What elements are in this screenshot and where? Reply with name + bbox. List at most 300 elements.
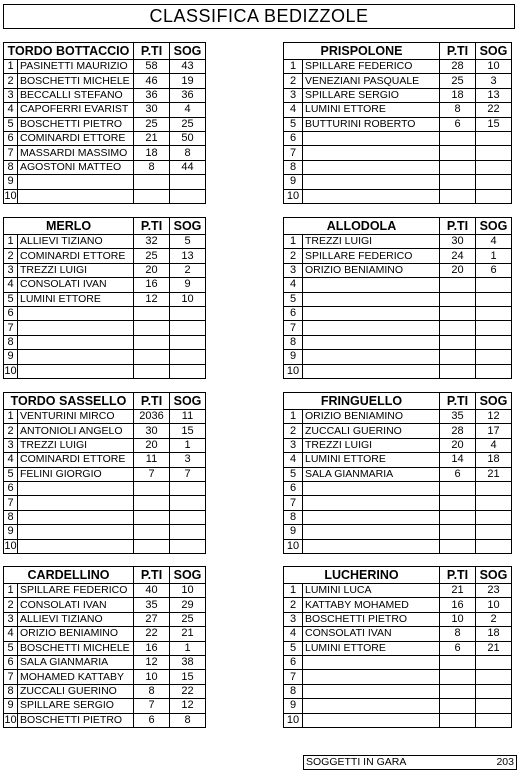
table-row: [284, 713, 512, 727]
points-value: 25: [440, 74, 476, 88]
rank-number: 4: [4, 103, 18, 117]
points-value: 18: [134, 146, 170, 160]
subjects-value: [476, 684, 512, 698]
points-value: 10: [440, 612, 476, 626]
competitor-name: COMINARDI ETTORE: [18, 131, 134, 145]
competitor-name: [303, 350, 440, 364]
rank-number: 9: [4, 350, 18, 364]
rank-number: 7: [4, 321, 18, 335]
rank-number: 7: [4, 496, 18, 510]
bird-species-title: TORDO SASSELLO: [4, 393, 134, 410]
subjects-value: 21: [476, 467, 512, 481]
subjects-value: 9: [170, 278, 206, 292]
subjects-value: [170, 175, 206, 189]
rank-number: 3: [284, 88, 303, 102]
table-row: [284, 627, 512, 641]
subjects-value: 17: [476, 424, 512, 438]
rank-number: 10: [284, 539, 303, 553]
points-value: 25: [134, 117, 170, 131]
points-value: [134, 496, 170, 510]
subjects-column-header: SOG: [476, 218, 512, 235]
points-value: 35: [440, 410, 476, 424]
competitor-name: LUMINI ETTORE: [303, 103, 440, 117]
rank-number: 6: [4, 306, 18, 320]
table-row: [284, 496, 512, 510]
competitor-name: [18, 496, 134, 510]
subjects-total-label: SOGGETTI IN GARA: [306, 756, 407, 768]
table-row: [4, 235, 206, 249]
rank-number: 8: [284, 684, 303, 698]
competitor-name: [303, 670, 440, 684]
competitor-name: AGOSTONI MATTEO: [18, 160, 134, 174]
points-column-header: P.TI: [440, 218, 476, 235]
rank-number: 3: [284, 438, 303, 452]
subjects-total-value: 203: [496, 756, 514, 768]
subjects-value: 10: [170, 584, 206, 598]
table-row: [284, 160, 512, 174]
points-value: [440, 175, 476, 189]
competitor-name: [18, 321, 134, 335]
table-row: [284, 598, 512, 612]
rank-number: 2: [284, 249, 303, 263]
competitor-name: BUTTURINI ROBERTO: [303, 117, 440, 131]
rank-number: 2: [4, 598, 18, 612]
subjects-value: [476, 350, 512, 364]
points-column-header: P.TI: [440, 393, 476, 410]
rank-number: 8: [4, 510, 18, 524]
competitor-name: BOSCHETTI MICHELE: [18, 74, 134, 88]
table-row: [4, 510, 206, 524]
subjects-value: [170, 525, 206, 539]
rank-number: 5: [284, 641, 303, 655]
subjects-column-header: SOG: [170, 567, 206, 584]
rank-number: 6: [284, 655, 303, 669]
subjects-value: [170, 510, 206, 524]
competitor-name: BOSCHETTI MICHELE: [18, 641, 134, 655]
points-value: 16: [440, 598, 476, 612]
points-value: 20: [134, 438, 170, 452]
table-row: [4, 249, 206, 263]
competitor-name: [303, 160, 440, 174]
table-row: [4, 481, 206, 495]
ranking-table: [283, 42, 512, 204]
competitor-name: [303, 525, 440, 539]
table-row: [4, 263, 206, 277]
competitor-name: ORIZIO BENIAMINO: [303, 263, 440, 277]
table-row: [4, 627, 206, 641]
points-value: 30: [440, 235, 476, 249]
points-value: 12: [134, 655, 170, 669]
table-row: [284, 335, 512, 349]
table-row: [4, 60, 206, 74]
competitor-name: LUMINI LUCA: [303, 584, 440, 598]
competitor-name: CONSOLATI IVAN: [303, 627, 440, 641]
table-row: [4, 438, 206, 452]
points-value: [440, 350, 476, 364]
points-value: [440, 684, 476, 698]
rank-number: 10: [4, 713, 17, 726]
subjects-value: 22: [170, 684, 206, 698]
rank-number: 2: [4, 249, 18, 263]
competitor-name: CAPOFERRI EVARIST: [18, 103, 134, 117]
competitor-name: KATTABY MOHAMED: [303, 598, 440, 612]
table-row: [4, 350, 206, 364]
subjects-value: 10: [170, 292, 206, 306]
rank-number: 4: [4, 627, 18, 641]
table-row: [4, 699, 206, 713]
table-row: [4, 713, 206, 727]
rank-number: 1: [4, 584, 18, 598]
competitor-name: ANTONIOLI ANGELO: [18, 424, 134, 438]
page-title: CLASSIFICA BEDIZZOLE: [3, 4, 515, 29]
rank-number: 9: [4, 699, 18, 713]
competitor-name: VENTURINI MIRCO: [18, 410, 134, 424]
table-row: [284, 189, 512, 203]
table-row: [284, 641, 512, 655]
table-row: [284, 60, 512, 74]
competitor-name: PASINETTI MAURIZIO: [18, 60, 134, 74]
subjects-value: 21: [476, 641, 512, 655]
competitor-name: SPILLARE FEDERICO: [303, 60, 440, 74]
rank-number: 8: [4, 335, 18, 349]
subjects-column-header: SOG: [476, 567, 512, 584]
rank-number: 2: [284, 74, 303, 88]
table-row: [284, 103, 512, 117]
table-header: [4, 43, 206, 60]
subjects-value: [170, 364, 206, 378]
competitor-name: [18, 539, 134, 553]
points-value: 6: [440, 641, 476, 655]
subjects-value: 25: [170, 612, 206, 626]
rank-number: 5: [4, 117, 18, 131]
rank-number: 5: [284, 117, 303, 131]
competitor-name: COMINARDI ETTORE: [18, 249, 134, 263]
bird-species-title: MERLO: [4, 218, 134, 235]
subjects-value: 12: [170, 699, 206, 713]
points-value: [440, 539, 476, 553]
table-row: [4, 278, 206, 292]
bird-species-title: PRISPOLONE: [284, 43, 440, 60]
competitor-name: [303, 146, 440, 160]
subjects-value: 1: [170, 641, 206, 655]
table-row: [4, 160, 206, 174]
competitor-name: [303, 175, 440, 189]
table-row: [4, 584, 206, 598]
points-value: [440, 525, 476, 539]
rank-number: 9: [284, 350, 303, 364]
table-row: [4, 598, 206, 612]
subjects-value: [476, 655, 512, 669]
points-value: [440, 131, 476, 145]
points-column-header: P.TI: [134, 567, 170, 584]
table-row: [284, 670, 512, 684]
ranking-table: [283, 392, 512, 554]
table-row: [284, 175, 512, 189]
table-row: [4, 306, 206, 320]
points-value: [134, 335, 170, 349]
table-row: [4, 335, 206, 349]
rank-number: 7: [284, 146, 303, 160]
subjects-value: [170, 306, 206, 320]
rank-number: 1: [284, 584, 303, 598]
points-value: [134, 481, 170, 495]
points-value: 8: [134, 160, 170, 174]
table-row: [284, 364, 512, 378]
table-row: [284, 699, 512, 713]
bird-species-title: FRINGUELLO: [284, 393, 440, 410]
rank-number: 2: [4, 424, 18, 438]
subjects-value: 25: [170, 117, 206, 131]
table-row: [284, 263, 512, 277]
rank-number: 6: [284, 131, 303, 145]
competitor-name: [18, 175, 134, 189]
subjects-value: 36: [170, 88, 206, 102]
subjects-column-header: SOG: [170, 218, 206, 235]
table-header: [284, 43, 512, 60]
subjects-value: 13: [476, 88, 512, 102]
subjects-value: [476, 306, 512, 320]
table-row: [4, 189, 206, 203]
rank-number: 5: [4, 641, 18, 655]
competitor-name: BOSCHETTI PIETRO: [18, 117, 134, 131]
table-row: [284, 350, 512, 364]
subjects-value: 12: [476, 410, 512, 424]
subjects-column-header: SOG: [170, 43, 206, 60]
competitor-name: [18, 481, 134, 495]
competitor-name: [18, 525, 134, 539]
table-row: [284, 510, 512, 524]
points-value: [440, 278, 476, 292]
points-value: [440, 496, 476, 510]
rank-number: 9: [284, 699, 303, 713]
competitor-name: LUMINI ETTORE: [18, 292, 134, 306]
rank-number: 4: [284, 278, 303, 292]
table-row: [4, 364, 206, 378]
competitor-name: VENEZIANI PASQUALE: [303, 74, 440, 88]
points-value: 40: [134, 584, 170, 598]
competitor-name: LUMINI ETTORE: [303, 641, 440, 655]
points-value: 27: [134, 612, 170, 626]
subjects-value: [170, 335, 206, 349]
competitor-name: [303, 321, 440, 335]
points-value: 20: [134, 263, 170, 277]
rank-number: 2: [284, 424, 303, 438]
subjects-value: 15: [170, 670, 206, 684]
points-value: [440, 146, 476, 160]
competitor-name: [303, 699, 440, 713]
competitor-name: COMINARDI ETTORE: [18, 453, 134, 467]
subjects-value: 2: [170, 263, 206, 277]
competitor-name: [18, 350, 134, 364]
points-value: 12: [134, 292, 170, 306]
rank-number: 6: [284, 481, 303, 495]
table-row: [4, 612, 206, 626]
table-row: [284, 74, 512, 88]
subjects-value: [476, 539, 512, 553]
points-value: [440, 306, 476, 320]
table-row: [284, 655, 512, 669]
subjects-value: 3: [170, 453, 206, 467]
points-value: 10: [134, 670, 170, 684]
table-row: [4, 321, 206, 335]
rank-number: 8: [4, 684, 18, 698]
ranking-table: [3, 217, 206, 379]
subjects-value: 44: [170, 160, 206, 174]
points-value: 32: [134, 235, 170, 249]
subjects-value: 19: [170, 74, 206, 88]
competitor-name: ORIZIO BENIAMINO: [303, 410, 440, 424]
points-value: [134, 189, 170, 203]
competitor-name: [303, 335, 440, 349]
ranking-table: [283, 217, 512, 379]
competitor-name: [303, 713, 440, 727]
subjects-value: [170, 321, 206, 335]
points-value: [440, 160, 476, 174]
subjects-value: 4: [170, 103, 206, 117]
rank-number: 5: [284, 292, 303, 306]
table-row: [284, 684, 512, 698]
points-value: 16: [134, 641, 170, 655]
subjects-value: 23: [476, 584, 512, 598]
competitor-name: ZUCCALI GUERINO: [303, 424, 440, 438]
subjects-value: 10: [476, 60, 512, 74]
competitor-name: [18, 364, 134, 378]
table-row: [284, 306, 512, 320]
table-header: [4, 567, 206, 584]
competitor-name: [303, 306, 440, 320]
points-value: [134, 306, 170, 320]
subjects-value: 10: [476, 598, 512, 612]
rank-number: 10: [4, 364, 17, 377]
table-row: [4, 131, 206, 145]
points-value: [134, 539, 170, 553]
table-header: [284, 218, 512, 235]
table-row: [4, 670, 206, 684]
rank-number: 6: [4, 131, 18, 145]
rank-number: 10: [284, 189, 303, 203]
points-value: 36: [134, 88, 170, 102]
subjects-value: [476, 510, 512, 524]
rank-number: 5: [284, 467, 303, 481]
points-value: 25: [134, 249, 170, 263]
table-row: [284, 321, 512, 335]
rank-number: 8: [284, 160, 303, 174]
table-row: [4, 539, 206, 553]
rank-number: 10: [284, 364, 303, 378]
rank-number: 3: [4, 438, 18, 452]
competitor-name: ORIZIO BENIAMINO: [18, 627, 134, 641]
points-value: 46: [134, 74, 170, 88]
bird-species-title: LUCHERINO: [284, 567, 440, 584]
competitor-name: [303, 189, 440, 203]
competitor-name: LUMINI ETTORE: [303, 453, 440, 467]
rank-number: 3: [284, 263, 303, 277]
rank-number: 2: [4, 74, 18, 88]
table-row: [4, 655, 206, 669]
subjects-value: 43: [170, 60, 206, 74]
table-row: [284, 292, 512, 306]
rank-number: 4: [284, 103, 303, 117]
subjects-column-header: SOG: [476, 43, 512, 60]
points-value: [440, 292, 476, 306]
subjects-value: [476, 481, 512, 495]
ranking-table: [283, 566, 512, 728]
table-row: [284, 539, 512, 553]
points-value: [440, 670, 476, 684]
rank-number: 4: [4, 278, 18, 292]
rank-number: 8: [4, 160, 18, 174]
subjects-value: [170, 496, 206, 510]
competitor-name: BOSCHETTI PIETRO: [303, 612, 440, 626]
competitor-name: [303, 684, 440, 698]
points-value: [440, 655, 476, 669]
points-value: 8: [440, 103, 476, 117]
subjects-value: [476, 278, 512, 292]
competitor-name: [18, 335, 134, 349]
competitor-name: FELINI GIORGIO: [18, 467, 134, 481]
rank-number: 1: [4, 60, 18, 74]
table-row: [284, 410, 512, 424]
table-row: [4, 424, 206, 438]
competitor-name: CONSOLATI IVAN: [18, 598, 134, 612]
competitor-name: [18, 510, 134, 524]
competitor-name: [303, 131, 440, 145]
points-value: 8: [134, 684, 170, 698]
subjects-value: [476, 175, 512, 189]
table-row: [4, 525, 206, 539]
subjects-value: 38: [170, 655, 206, 669]
rank-number: 1: [284, 235, 303, 249]
rank-number: 7: [4, 146, 18, 160]
points-value: 21: [440, 584, 476, 598]
competitor-name: [303, 292, 440, 306]
subjects-value: 6: [476, 263, 512, 277]
competitor-name: SALA GIANMARIA: [18, 655, 134, 669]
subjects-value: [476, 496, 512, 510]
subjects-value: [476, 364, 512, 378]
table-row: [284, 278, 512, 292]
subjects-value: [476, 713, 512, 727]
subjects-value: 8: [170, 713, 206, 727]
points-value: [440, 335, 476, 349]
table-row: [4, 88, 206, 102]
points-value: 28: [440, 424, 476, 438]
ranking-table: [3, 566, 206, 728]
points-value: [134, 525, 170, 539]
subjects-value: 21: [170, 627, 206, 641]
rank-number: 7: [284, 670, 303, 684]
subjects-value: [476, 670, 512, 684]
rank-number: 7: [4, 670, 18, 684]
table-row: [284, 612, 512, 626]
points-value: [134, 321, 170, 335]
competitor-name: SPILLARE FEDERICO: [303, 249, 440, 263]
table-row: [284, 438, 512, 452]
competitor-name: TREZZI LUIGI: [18, 263, 134, 277]
table-row: [284, 584, 512, 598]
subjects-value: 18: [476, 627, 512, 641]
points-value: 11: [134, 453, 170, 467]
rank-number: 7: [284, 496, 303, 510]
points-value: 35: [134, 598, 170, 612]
points-value: [134, 510, 170, 524]
subjects-value: 15: [170, 424, 206, 438]
competitor-name: SPILLARE SERGIO: [303, 88, 440, 102]
rank-number: 10: [284, 713, 303, 727]
rank-number: 5: [4, 467, 18, 481]
subjects-value: 4: [476, 235, 512, 249]
points-value: [134, 175, 170, 189]
